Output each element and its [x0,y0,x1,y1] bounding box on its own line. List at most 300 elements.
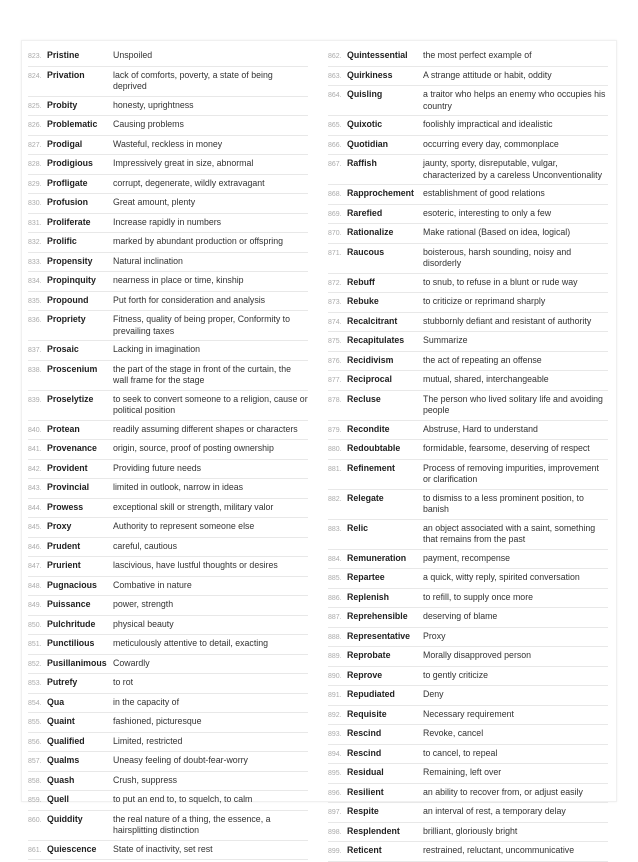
vocab-row [28,233,308,253]
entry-number: 868. [328,191,342,198]
vocab-row [28,292,308,312]
vocab-word: Raffish [347,158,377,168]
vocab-word: Propound [47,294,89,305]
vocab-word: Protean [47,423,80,434]
vocab-word: Qualified [47,735,85,746]
entry-number: 858. [28,777,42,785]
vocab-definition: mutual, shared, interchangeable [423,374,549,384]
vocab-row [28,655,308,675]
vocab-definition: the real nature of a thing, the essence, a hairsplitting distinction [113,813,271,835]
vocab-row [28,752,308,772]
vocab-word: Quaint [47,716,75,726]
left-vocab-column [28,47,308,860]
entry-number: 875. [328,338,342,345]
vocab-definition: an ability to recover from, or adjust easily [423,786,583,797]
vocab-definition: to snub, to refuse in a blunt or rude way [423,276,578,287]
vocab-definition: physical beauty [113,618,174,629]
vocab-definition: Process of removing impurities, improvement or clarification [423,462,599,484]
vocab-definition: Wasteful, reckless in money [113,138,223,149]
entry-number: 876. [328,357,342,365]
vocab-word: Probity [47,99,78,110]
vocab-row [328,185,608,205]
vocab-word: Proselytize [47,393,94,404]
vocab-definition: Cowardly [113,657,150,668]
vocab-row [328,520,608,550]
vocab-definition: State of inactivity, set rest [113,843,213,854]
vocab-row [28,391,308,421]
vocab-word: Reprove [347,669,383,680]
vocab-word: Prowess [47,501,84,512]
entry-number: 863. [328,72,342,80]
vocab-row [28,791,308,811]
vocab-definition: establishment of good relations [423,188,545,198]
entry-number: 860. [28,816,42,824]
vocab-row [28,421,308,441]
vocab-row [328,803,608,823]
entry-number: 874. [328,318,342,326]
vocab-row [328,667,608,687]
vocab-word: Reprehensible [347,611,408,621]
vocab-row [328,205,608,225]
vocab-definition: to seek to convert someone to a religion, cause or political position [113,393,308,415]
vocab-definition: exceptional skill or strength, military valor [113,501,274,512]
vocab-word: Rarefied [347,207,383,218]
entry-number: 881. [328,465,342,473]
vocab-row [28,499,308,519]
vocab-row [328,440,608,460]
vocab-definition: an object associated with a saint, something that remains from the past [423,522,596,544]
vocab-definition: Proxy [423,630,446,641]
vocab-word: Relegate [347,492,384,503]
vocab-word: Provenance [47,443,97,453]
vocab-word: Relic [347,522,369,533]
vocab-word: Profligate [47,177,88,188]
vocab-word: Recalcitrant [347,315,398,326]
vocab-word: Reciprocal [347,374,392,384]
entry-number: 873. [328,299,342,306]
vocab-definition: Causing problems [113,119,184,129]
vocab-word: Replenish [347,591,390,602]
vocab-word: Repudiated [347,689,395,699]
entry-number: 878. [328,396,342,404]
vocab-row [328,550,608,570]
entry-number: 883. [328,525,342,533]
vocab-word: Resplendent [347,825,400,836]
vocab-definition: fashioned, picturesque [113,716,202,726]
vocab-word: Quell [47,794,69,804]
entry-number: 859. [28,797,42,804]
vocab-definition: Natural inclination [113,255,183,266]
vocab-word: Problematic [47,119,98,129]
vocab-word: Provident [47,462,88,473]
vocab-definition: the part of the stage in front of the curtain, the wall frame for the stage [113,363,292,385]
vocab-definition: payment, recompense [423,552,511,563]
vocab-definition: Providing future needs [113,462,202,473]
vocab-word: Quotidian [347,138,389,149]
vocab-definition: deserving of blame [423,611,498,621]
vocab-definition: power, strength [113,599,174,609]
entry-number: 895. [328,770,342,777]
vocab-row [328,490,608,520]
vocab-definition: Fitness, quality of being proper, Conformity to prevailing taxes [113,314,291,336]
entry-number: 854. [28,699,42,707]
entry-number: 880. [328,446,342,453]
vocab-definition: Combative in nature [113,579,192,590]
entry-number: 856. [28,738,42,746]
entry-number: 828. [28,161,42,168]
vocab-row [28,557,308,577]
vocab-row [328,764,608,784]
vocab-word: Remuneration [347,552,407,563]
entry-number: 899. [328,848,342,855]
vocab-word: Pugnacious [47,579,97,590]
vocab-word: Provincial [47,482,90,492]
vocab-word: Profusion [47,197,89,207]
vocab-row [328,569,608,589]
entry-number: 839. [28,396,42,404]
entry-number: 867. [328,161,342,168]
vocab-row [28,635,308,655]
vocab-word: Prosaic [47,344,79,354]
vocab-word: Reprobate [347,650,391,660]
vocab-row [328,371,608,391]
entry-number: 877. [328,377,342,384]
vocab-word: Quintessential [347,50,408,60]
vocab-definition: careful, cautious [113,540,178,551]
vocab-word: Proscenium [47,363,98,374]
entry-number: 834. [28,278,42,285]
vocab-word: Recidivism [347,354,394,365]
entry-number: 835. [28,297,42,305]
vocab-word: Propinquity [47,275,96,285]
vocab-row [328,136,608,156]
vocab-definition: foolishly impractical and idealistic [423,119,553,129]
vocab-definition: Uneasy feeling of doubt-fear-worry [113,755,248,765]
vocab-row [28,194,308,214]
entry-number: 884. [328,555,342,563]
vocab-definition: occurring every day, commonplace [423,138,559,149]
entry-number: 865. [328,122,342,129]
vocab-definition: limited in outlook, narrow in ideas [113,482,244,492]
vocab-word: Proxy [47,521,72,531]
vocab-row [328,274,608,294]
vocab-word: Rationalize [347,227,394,237]
entry-number: 857. [28,758,42,765]
vocab-definition: the most perfect example of [423,50,532,60]
entry-number: 870. [328,230,342,237]
vocab-row [28,616,308,636]
vocab-definition: honesty, uprightness [113,99,194,110]
vocab-row [328,352,608,372]
vocab-row [328,608,608,628]
vocab-row [28,272,308,292]
vocab-row [328,332,608,352]
entry-number: 866. [328,141,342,149]
vocab-row [28,440,308,460]
vocab-row [28,733,308,753]
entry-number: 823. [28,53,42,60]
vocab-definition: brilliant, gloriously bright [423,825,518,836]
vocab-row [328,155,608,185]
vocab-word: Quiddity [47,813,83,824]
vocab-row [28,253,308,273]
vocab-row [28,311,308,341]
entry-number: 893. [328,731,342,738]
vocab-definition: Limited, restricted [113,735,183,746]
entry-number: 889. [328,653,342,660]
vocab-word: Proliferate [47,216,91,227]
vocab-word: Rescind [347,728,382,738]
vocab-word: Recapitulates [347,335,405,345]
vocab-definition: stubbornly defiant and resistant of authority [423,315,592,326]
vocab-row [28,538,308,558]
vocab-word: Propensity [47,255,93,266]
entry-number: 885. [328,575,342,582]
vocab-definition: in the capacity of [113,696,180,707]
vocab-definition: Make rational (Based on idea, logical) [423,227,571,237]
vocab-definition: The person who lived solitary life and avoiding people [423,393,603,415]
entry-number: 850. [28,621,42,629]
vocab-row [328,460,608,490]
vocab-word: Quash [47,774,75,785]
vocab-row [328,745,608,765]
vocab-row [28,841,308,861]
vocab-row [328,823,608,843]
vocab-definition: to criticize or reprimand sharply [423,296,546,306]
entry-number: 879. [328,426,342,434]
entry-number: 838. [28,366,42,374]
vocab-definition: restrained, reluctant, uncommunicative [423,845,575,855]
vocab-row [28,214,308,234]
entry-number: 832. [28,239,42,246]
vocab-definition: Remaining, left over [423,767,502,777]
vocab-row [328,47,608,67]
vocab-word: Prodigious [47,158,93,168]
entry-number: 853. [28,680,42,687]
vocab-definition: to rot [113,677,134,687]
entry-number: 864. [328,92,342,99]
vocab-word: Rebuke [347,296,379,306]
vocab-definition: boisterous, harsh sounding, noisy and disorderly [423,246,572,268]
vocab-definition: to put an end to, to squelch, to calm [113,794,253,804]
entry-number: 824. [28,72,42,80]
vocab-word: Quiescence [47,843,97,854]
vocab-word: Resilient [347,786,384,797]
vocab-row [28,479,308,499]
document-page [21,40,617,855]
vocab-definition: lascivious, have lustful thoughts or desires [113,560,278,570]
entry-number: 888. [328,633,342,641]
entry-number: 843. [28,485,42,492]
vocab-definition: Unspoiled [113,50,153,60]
vocab-definition: origin, source, proof of posting ownership [113,443,274,453]
vocab-word: Refinement [347,462,395,473]
vocab-word: Propriety [47,314,86,324]
vocab-definition: esoteric, interesting to only a few [423,207,552,218]
vocab-row [328,391,608,421]
vocab-row [28,694,308,714]
entry-number: 840. [28,426,42,434]
entry-number: 848. [28,582,42,590]
vocab-row [28,518,308,538]
vocab-word: Representative [347,630,411,641]
entry-number: 886. [328,594,342,602]
vocab-word: Prudent [47,540,81,551]
vocab-word: Quixotic [347,119,383,129]
vocab-row [28,460,308,480]
vocab-definition: nearness in place or time, kinship [113,275,244,285]
vocab-row [28,47,308,67]
vocab-row [328,293,608,313]
entry-number: 831. [28,219,42,227]
vocab-definition: Deny [423,689,444,699]
vocab-definition: readily assuming different shapes or characters [113,423,298,434]
entry-number: 887. [328,614,342,621]
vocab-row [328,244,608,274]
right-vocab-column [328,47,608,862]
entry-number: 833. [28,258,42,266]
vocab-row [328,725,608,745]
vocab-definition: Put forth for consideration and analysis [113,294,266,305]
vocab-word: Respite [347,806,379,816]
vocab-definition: Authority to represent someone else [113,521,255,531]
vocab-definition: Great amount, plenty [113,197,196,207]
entry-number: 829. [28,180,42,188]
entry-number: 837. [28,347,42,354]
vocab-row [328,116,608,136]
vocab-word: Rescind [347,747,382,758]
vocab-word: Rapprochement [347,188,414,198]
entry-number: 898. [328,828,342,836]
vocab-word: Rebuff [347,276,375,287]
vocab-row [28,596,308,616]
vocab-row [328,784,608,804]
vocab-definition: to refill, to supply once more [423,591,534,602]
entry-number: 872. [328,279,342,287]
vocab-definition: formidable, fearsome, deserving of respect [423,443,590,453]
entry-number: 891. [328,692,342,699]
vocab-definition: the act of repeating an offense [423,354,542,365]
vocab-row [28,175,308,195]
vocab-row [28,361,308,391]
vocab-definition: a traitor who helps an enemy who occupies his country [423,89,606,111]
vocab-row [328,224,608,244]
entry-number: 825. [28,102,42,110]
vocab-row [28,67,308,97]
vocab-word: Raucous [347,246,385,257]
vocab-row [328,313,608,333]
entry-number: 894. [328,750,342,758]
entry-number: 862. [328,53,342,60]
entry-number: 890. [328,672,342,680]
vocab-word: Pusillanimous [47,657,107,668]
vocab-row [328,647,608,667]
vocab-word: Requisite [347,708,387,719]
entry-number: 897. [328,809,342,816]
vocab-row [328,86,608,116]
vocab-definition: a quick, witty reply, spirited conversation [423,572,580,582]
vocab-word: Puissance [47,599,91,609]
vocab-row [28,713,308,733]
vocab-definition: to dismiss to a less prominent position, to banish [423,492,584,514]
vocab-row [28,341,308,361]
vocab-word: Qua [47,696,65,707]
vocab-definition: A strange attitude or habit, oddity [423,69,552,80]
entry-number: 845. [28,524,42,531]
vocab-word: Redoubtable [347,443,401,453]
vocab-row [28,97,308,117]
entry-number: 836. [28,317,42,324]
entry-number: 852. [28,660,42,668]
entry-number: 882. [328,495,342,503]
vocab-word: Pristine [47,50,80,60]
entry-number: 847. [28,563,42,570]
vocab-definition: Revoke, cancel [423,728,484,738]
vocab-word: Prolific [47,236,77,246]
entry-number: 846. [28,543,42,551]
vocab-row [28,116,308,136]
vocab-row [28,136,308,156]
vocab-definition: Increase rapidly in numbers [113,216,222,227]
vocab-row [28,577,308,597]
entry-number: 871. [328,249,342,257]
vocab-row [28,772,308,792]
entry-number: 855. [28,719,42,726]
vocab-row [328,706,608,726]
vocab-word: Qualms [47,755,80,765]
vocab-word: Punctilious [47,638,95,648]
vocab-definition: Necessary requirement [423,708,514,719]
entry-number: 861. [28,846,42,854]
vocab-definition: Impressively great in size, abnormal [113,158,254,168]
vocab-word: Privation [47,69,85,80]
vocab-word: Recondite [347,423,390,434]
vocab-definition: to gently criticize [423,669,489,680]
entry-number: 844. [28,504,42,512]
vocab-definition: Crush, suppress [113,774,178,785]
entry-number: 826. [28,122,42,129]
entry-number: 830. [28,200,42,207]
entry-number: 842. [28,465,42,473]
vocab-row [328,842,608,862]
vocab-row [328,421,608,441]
vocab-word: Repartee [347,572,385,582]
vocab-word: Residual [347,767,384,777]
entry-number: 892. [328,711,342,719]
vocab-definition: corrupt, degenerate, wildly extravagant [113,177,265,188]
vocab-row [28,674,308,694]
vocab-word: Quirkiness [347,69,393,80]
vocab-word: Recluse [347,393,381,404]
vocab-word: Prodigal [47,138,83,149]
entry-number: 851. [28,641,42,648]
vocab-definition: Abstruse, Hard to understand [423,423,538,434]
vocab-word: Reticent [347,845,382,855]
vocab-definition: to cancel, to repeal [423,747,498,758]
vocab-definition: Summarize [423,335,468,345]
vocab-word: Quisling [347,89,383,99]
entry-number: 827. [28,141,42,149]
entry-number: 841. [28,446,42,453]
vocab-definition: meticulously attentive to detail, exacting [113,638,269,648]
vocab-word: Prurient [47,560,81,570]
entry-number: 869. [328,210,342,218]
vocab-row [328,67,608,87]
vocab-row [28,155,308,175]
vocab-word: Pulchritude [47,618,96,629]
entry-number: 896. [328,789,342,797]
vocab-definition: Morally disapproved person [423,650,532,660]
